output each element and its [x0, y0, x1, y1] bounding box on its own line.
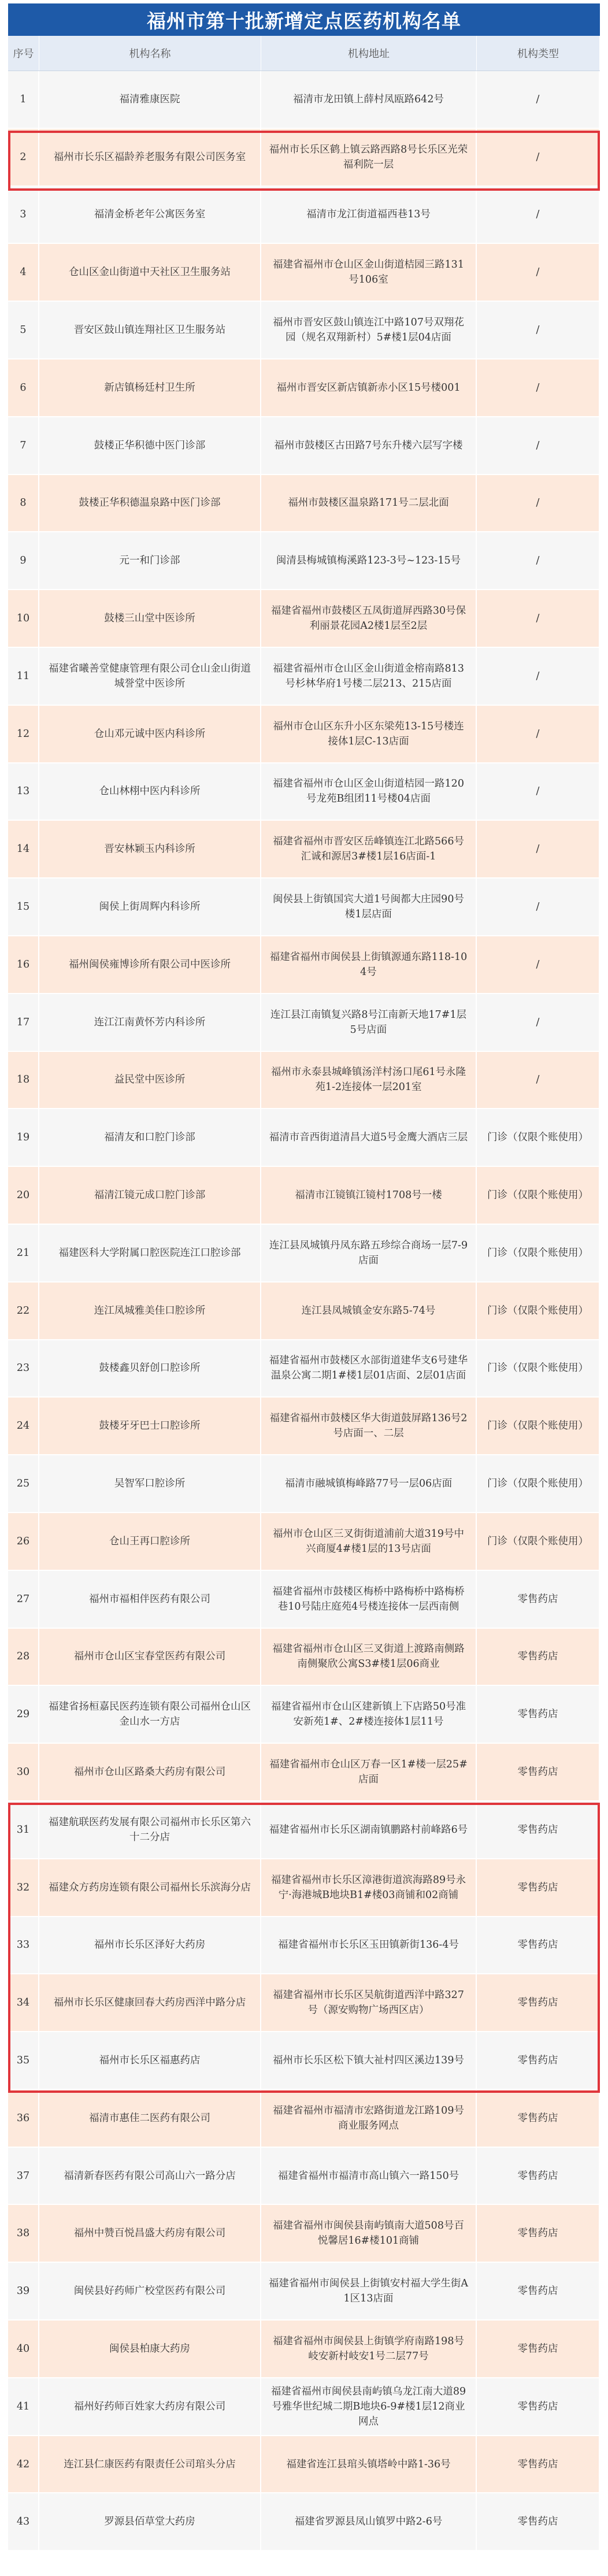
cell-type: 零售药店	[477, 1744, 600, 1800]
table-row	[8, 1052, 600, 1110]
table-row	[8, 359, 600, 417]
cell-type: 门诊（仅限个账使用）	[477, 1167, 600, 1224]
cell-type: /	[477, 129, 600, 186]
cell-name: 福州市长乐区健康回春大药房西洋中路分店	[39, 1974, 261, 2031]
table-body	[8, 71, 600, 2551]
cell-name: 鼓楼三山堂中医诊所	[39, 590, 261, 647]
cell-name: 鼓楼正华积德温泉路中医门诊部	[39, 475, 261, 532]
cell-address: 福建省福州市长乐区吴航街道西洋中路327号（源安购物广场西区店）	[261, 1974, 477, 2031]
cell-type: /	[477, 302, 600, 358]
table-row	[8, 2436, 600, 2494]
cell-address: 福建省福州市福清市宏路街道龙江路109号商业服务网点	[261, 2090, 477, 2147]
cell-no: 36	[8, 2090, 39, 2147]
table-row	[8, 1859, 600, 1917]
cell-type: /	[477, 879, 600, 935]
cell-type: /	[477, 763, 600, 820]
cell-name: 鼓楼牙牙巴士口腔诊所	[39, 1398, 261, 1454]
cell-type: 零售药店	[477, 1974, 600, 2031]
cell-name: 福州闽侯雍博诊所有限公司中医诊所	[39, 936, 261, 993]
cell-no: 39	[8, 2263, 39, 2319]
table-row	[8, 2378, 600, 2436]
cell-name: 福州市长乐区福龄养老服务有限公司医务室	[39, 129, 261, 186]
cell-no: 32	[8, 1859, 39, 1916]
table-row	[8, 1802, 600, 1859]
page	[0, 3, 608, 2576]
table-row	[8, 763, 600, 821]
cell-no: 10	[8, 590, 39, 647]
cell-address: 福州市鼓楼区古田路7号东升楼六层写字楼	[261, 417, 477, 474]
cell-address: 福建省福州市鼓楼区梅桥中路梅桥中路梅桥巷10号陆庄庭苑4号楼连接体一层西南侧	[261, 1571, 477, 1628]
table-row	[8, 417, 600, 475]
cell-name: 福州中赞百悦昌盛大药房有限公司	[39, 2205, 261, 2262]
cell-address: 福建省福州市长乐区漳港街道滨海路89号永宁·海港城B地块B1#楼03商铺和02商铺	[261, 1859, 477, 1916]
cell-address: 福建省福州市闽侯县南屿镇乌龙江南大道89号雅华世纪城二期B地块6-9#楼1层12商业网点	[261, 2378, 477, 2435]
cell-name: 福清新春医药有限公司高山六一路分店	[39, 2148, 261, 2204]
cell-no: 27	[8, 1571, 39, 1628]
cell-no: 42	[8, 2436, 39, 2493]
cell-type: /	[477, 187, 600, 243]
cell-no: 16	[8, 936, 39, 993]
cell-address: 福州市仓山区三叉街街道浦前大道319号中兴商厦4#楼1层的13号店面	[261, 1513, 477, 1570]
table-row	[8, 1398, 600, 1455]
cell-no: 8	[8, 475, 39, 532]
header-cell-address: 机构地址	[261, 36, 477, 71]
cell-address: 闽侯县上街镇国宾大道1号闽都大庄园90号楼1层店面	[261, 879, 477, 935]
table-row	[8, 532, 600, 590]
cell-type: 零售药店	[477, 1571, 600, 1628]
header-cell-type: 机构类型	[477, 36, 600, 71]
cell-name: 仓山邓元诚中医内科诊所	[39, 706, 261, 762]
cell-type: /	[477, 648, 600, 705]
cell-address: 福州市长乐区鹤上镇云路西路8号长乐区光荣福利院一层	[261, 129, 477, 186]
table-row	[8, 1340, 600, 1398]
cell-no: 20	[8, 1167, 39, 1224]
cell-type: /	[477, 532, 600, 589]
cell-type: 零售药店	[477, 2263, 600, 2319]
cell-address: 福建省福州市长乐区玉田镇新街136-4号	[261, 1917, 477, 1974]
cell-name: 闽侯上街周辉内科诊所	[39, 879, 261, 935]
table-row	[8, 1629, 600, 1687]
cell-name: 福建众方药房连锁有限公司福州长乐滨海分店	[39, 1859, 261, 1916]
cell-type: 零售药店	[477, 2205, 600, 2262]
cell-type: 门诊（仅限个账使用）	[477, 1225, 600, 1281]
table-row	[8, 1917, 600, 1975]
table-row	[8, 475, 600, 533]
cell-address: 福建省福州市福清市高山镇六一路150号	[261, 2148, 477, 2204]
cell-address: 闽清县梅城镇梅溪路123-3号~123-15号	[261, 532, 477, 589]
cell-no: 12	[8, 706, 39, 762]
cell-address: 福清市融城镇梅峰路77号一层06店面	[261, 1455, 477, 1512]
cell-type: /	[477, 936, 600, 993]
cell-no: 19	[8, 1109, 39, 1166]
cell-type: /	[477, 1052, 600, 1109]
cell-type: /	[477, 71, 600, 128]
cell-no: 23	[8, 1340, 39, 1397]
cell-name: 福州好药师百姓家大药房有限公司	[39, 2378, 261, 2435]
cell-name: 福州市福相伴医药有限公司	[39, 1571, 261, 1628]
table-header	[8, 36, 600, 71]
cell-no: 37	[8, 2148, 39, 2204]
cell-no: 25	[8, 1455, 39, 1512]
cell-type: 门诊（仅限个账使用）	[477, 1283, 600, 1339]
cell-type: 零售药店	[477, 2032, 600, 2089]
cell-type: 门诊（仅限个账使用）	[477, 1340, 600, 1397]
cell-no: 24	[8, 1398, 39, 1454]
table-row	[8, 2090, 600, 2148]
cell-name: 福建航联医药发展有限公司福州市长乐区第六十二分店	[39, 1802, 261, 1858]
cell-type: /	[477, 994, 600, 1051]
cell-type: 零售药店	[477, 2090, 600, 2147]
cell-name: 连江凤城雅美佳口腔诊所	[39, 1283, 261, 1339]
table-row	[8, 648, 600, 706]
cell-no: 15	[8, 879, 39, 935]
cell-name: 福清雅康医院	[39, 71, 261, 128]
cell-address: 福建省福州市鼓楼区水部街道建华支6号建华温泉公寓二期1#楼1层01店面、2层01店面	[261, 1340, 477, 1397]
cell-type: /	[477, 475, 600, 532]
cell-address: 福建省福州市闽侯县上街镇源通东路118-104号	[261, 936, 477, 993]
cell-name: 福清金桥老年公寓医务室	[39, 187, 261, 243]
cell-address: 福建省福州市闽侯县南屿镇南大道508号百悦馨居16#楼101商铺	[261, 2205, 477, 2262]
cell-name: 福建医科大学附属口腔医院连江口腔诊部	[39, 1225, 261, 1281]
cell-name: 福清江镜元成口腔门诊部	[39, 1167, 261, 1224]
table-row	[8, 1513, 600, 1571]
cell-address: 福州市晋安区鼓山镇连江中路107号双翔花园（规名双翔新村）5#楼1层04店面	[261, 302, 477, 358]
page-title: 福州市第十批新增定点医药机构名单	[8, 3, 600, 36]
cell-name: 福州市仓山区路桑大药房有限公司	[39, 1744, 261, 1800]
cell-address: 福建省福州市仓山区万春一区1#楼一层25#店面	[261, 1744, 477, 1800]
cell-address: 福清市龙田镇上薛村凤瓯路642号	[261, 71, 477, 128]
cell-type: /	[477, 244, 600, 301]
cell-address: 福州市长乐区松下镇大祉村四区溪边139号	[261, 2032, 477, 2089]
cell-name: 闽侯县柏康大药房	[39, 2321, 261, 2377]
cell-address: 福清市音西街道清昌大道5号金鹰大酒店三层	[261, 1109, 477, 1166]
cell-no: 13	[8, 763, 39, 820]
cell-address: 福建省福州市仓山区三叉街道上渡路南侧路南侧聚欣公寓S3#楼1层06商业	[261, 1629, 477, 1685]
cell-name: 连江江南黄怀芳内科诊所	[39, 994, 261, 1051]
cell-address: 福州市晋安区新店镇新赤小区15号楼001	[261, 359, 477, 416]
cell-address: 福建省福州市鼓楼区五凤街道屏西路30号保利丽景花园A2楼1层至2层	[261, 590, 477, 647]
cell-name: 新店镇杨廷村卫生所	[39, 359, 261, 416]
cell-no: 43	[8, 2493, 39, 2550]
cell-name: 鼓楼鑫贝舒创口腔诊所	[39, 1340, 261, 1397]
cell-name: 福州市长乐区福惠药店	[39, 2032, 261, 2089]
cell-name: 罗源县佰草堂大药房	[39, 2493, 261, 2550]
cell-no: 34	[8, 1974, 39, 2031]
table-row	[8, 1686, 600, 1744]
cell-no: 3	[8, 187, 39, 243]
table-row	[8, 2321, 600, 2378]
cell-type: /	[477, 706, 600, 762]
cell-name: 福州市长乐区泽好大药房	[39, 1917, 261, 1974]
cell-no: 4	[8, 244, 39, 301]
cell-no: 18	[8, 1052, 39, 1109]
cell-address: 福州市鼓楼区温泉路171号二层北面	[261, 475, 477, 532]
cell-name: 福清市惠佳二医药有限公司	[39, 2090, 261, 2147]
cell-no: 41	[8, 2378, 39, 2435]
cell-no: 1	[8, 71, 39, 128]
cell-address: 福建省福州市闽侯县上街镇安村福大学生街A1区13店面	[261, 2263, 477, 2319]
cell-no: 2	[8, 129, 39, 186]
table-row	[8, 1455, 600, 1513]
cell-name: 晋安区鼓山镇连翔社区卫生服务站	[39, 302, 261, 358]
table-row	[8, 187, 600, 244]
table-row	[8, 71, 600, 129]
cell-type: 零售药店	[477, 2436, 600, 2493]
cell-type: 零售药店	[477, 2148, 600, 2204]
cell-no: 38	[8, 2205, 39, 2262]
cell-address: 福清市江镜镇江镜村1708号一楼	[261, 1167, 477, 1224]
cell-address: 福清市龙江街道福西巷13号	[261, 187, 477, 243]
cell-name: 闽侯县好药师广校堂医药有限公司	[39, 2263, 261, 2319]
table-row	[8, 994, 600, 1052]
table-row	[8, 1109, 600, 1167]
cell-address: 福建省福州市闽侯县上街镇学府南路198号岐安新村岐安1号二层77号	[261, 2321, 477, 2377]
cell-no: 31	[8, 1802, 39, 1858]
table-row	[8, 706, 600, 763]
cell-no: 40	[8, 2321, 39, 2377]
cell-no: 35	[8, 2032, 39, 2089]
table-row	[8, 1571, 600, 1629]
cell-type: 门诊（仅限个账使用）	[477, 1398, 600, 1454]
cell-no: 28	[8, 1629, 39, 1685]
cell-no: 30	[8, 1744, 39, 1800]
table-row	[8, 2263, 600, 2321]
cell-address: 福建省福州市鼓楼区华大街道鼓屏路136号2号店面一、二层	[261, 1398, 477, 1454]
table-row	[8, 2205, 600, 2263]
table-row	[8, 590, 600, 648]
cell-type: 门诊（仅限个账使用）	[477, 1109, 600, 1166]
header-cell-no: 序号	[8, 36, 39, 71]
table-row	[8, 1167, 600, 1225]
cell-address: 福建省罗源县凤山镇罗中路2-6号	[261, 2493, 477, 2550]
cell-address: 福建省福州市仓山区金山街道桔园一路120号龙苑B组团11号楼04店面	[261, 763, 477, 820]
table-row	[8, 936, 600, 994]
table-row	[8, 1283, 600, 1340]
cell-address: 福建省连江县琯头镇塔岭中路1-36号	[261, 2436, 477, 2493]
cell-address: 连江县江南镇复兴路8号江南新天地17#1层5号店面	[261, 994, 477, 1051]
cell-name: 连江县仁康医药有限责任公司琯头分店	[39, 2436, 261, 2493]
cell-no: 9	[8, 532, 39, 589]
cell-type: 零售药店	[477, 2378, 600, 2435]
cell-type: 零售药店	[477, 2493, 600, 2550]
cell-no: 5	[8, 302, 39, 358]
table-row	[8, 879, 600, 936]
cell-type: 门诊（仅限个账使用）	[477, 1513, 600, 1570]
cell-name: 福州市仓山区宝春堂医药有限公司	[39, 1629, 261, 1685]
table-row	[8, 1225, 600, 1283]
cell-type: 零售药店	[477, 1859, 600, 1916]
cell-no: 7	[8, 417, 39, 474]
cell-name: 吴智军口腔诊所	[39, 1455, 261, 1512]
cell-address: 福建省福州市晋安区岳峰镇连江北路566号汇诚和源居3#楼1层16店面-1	[261, 821, 477, 877]
cell-name: 益民堂中医诊所	[39, 1052, 261, 1109]
table-row	[8, 821, 600, 879]
table-row	[8, 302, 600, 359]
cell-address: 福建省福州市仓山区金山街道金榕南路813号杉林华府1号楼二层213、215店面	[261, 648, 477, 705]
cell-name: 仓山区金山街道中天社区卫生服务站	[39, 244, 261, 301]
cell-type: /	[477, 359, 600, 416]
cell-address: 连江县凤城镇丹凤东路五珍综合商场一层7-9店面	[261, 1225, 477, 1281]
cell-type: /	[477, 821, 600, 877]
table-row	[8, 2032, 600, 2090]
cell-address: 福州市永泰县城峰镇汤洋村汤口尾61号永隆苑1-2连接体一层201室	[261, 1052, 477, 1109]
cell-type: 零售药店	[477, 1802, 600, 1858]
cell-name: 鼓楼正华积德中医门诊部	[39, 417, 261, 474]
cell-no: 17	[8, 994, 39, 1051]
cell-name: 仓山林栩中医内科诊所	[39, 763, 261, 820]
cell-no: 21	[8, 1225, 39, 1281]
header-cell-name: 机构名称	[39, 36, 261, 71]
cell-address: 福建省福州市仓山区建新镇上下店路50号准安新苑1#、2#楼连接体1层11号	[261, 1686, 477, 1743]
cell-name: 福建省曦善堂健康管理有限公司仓山金山街道城誉堂中医诊所	[39, 648, 261, 705]
table-row	[8, 2148, 600, 2206]
cell-address: 福建省福州市仓山区金山街道桔园三路131号106室	[261, 244, 477, 301]
cell-name: 福清友和口腔门诊部	[39, 1109, 261, 1166]
cell-type: 零售药店	[477, 1629, 600, 1685]
cell-no: 29	[8, 1686, 39, 1743]
cell-no: 26	[8, 1513, 39, 1570]
cell-type: /	[477, 417, 600, 474]
cell-no: 22	[8, 1283, 39, 1339]
table-row	[8, 129, 600, 187]
cell-name: 仓山王再口腔诊所	[39, 1513, 261, 1570]
cell-no: 11	[8, 648, 39, 705]
cell-no: 6	[8, 359, 39, 416]
cell-no: 33	[8, 1917, 39, 1974]
cell-address: 连江县凤城镇金安东路5-74号	[261, 1283, 477, 1339]
cell-type: 零售药店	[477, 1686, 600, 1743]
cell-no: 14	[8, 821, 39, 877]
table-row	[8, 1974, 600, 2032]
table-row	[8, 2493, 600, 2551]
cell-type: /	[477, 590, 600, 647]
cell-name: 元一和门诊部	[39, 532, 261, 589]
table-row	[8, 244, 600, 302]
table-row	[8, 1744, 600, 1802]
cell-name: 福建省扬桓嘉民医药连锁有限公司福州仓山区金山水一方店	[39, 1686, 261, 1743]
cell-type: 零售药店	[477, 2321, 600, 2377]
cell-address: 福州市仓山区东升小区东梁苑13-15号楼连接体1层C-13店面	[261, 706, 477, 762]
cell-name: 晋安林颖玉内科诊所	[39, 821, 261, 877]
cell-type: 门诊（仅限个账使用）	[477, 1455, 600, 1512]
cell-address: 福建省福州市长乐区湖南镇鹏路村前峰路6号	[261, 1802, 477, 1858]
cell-type: 零售药店	[477, 1917, 600, 1974]
